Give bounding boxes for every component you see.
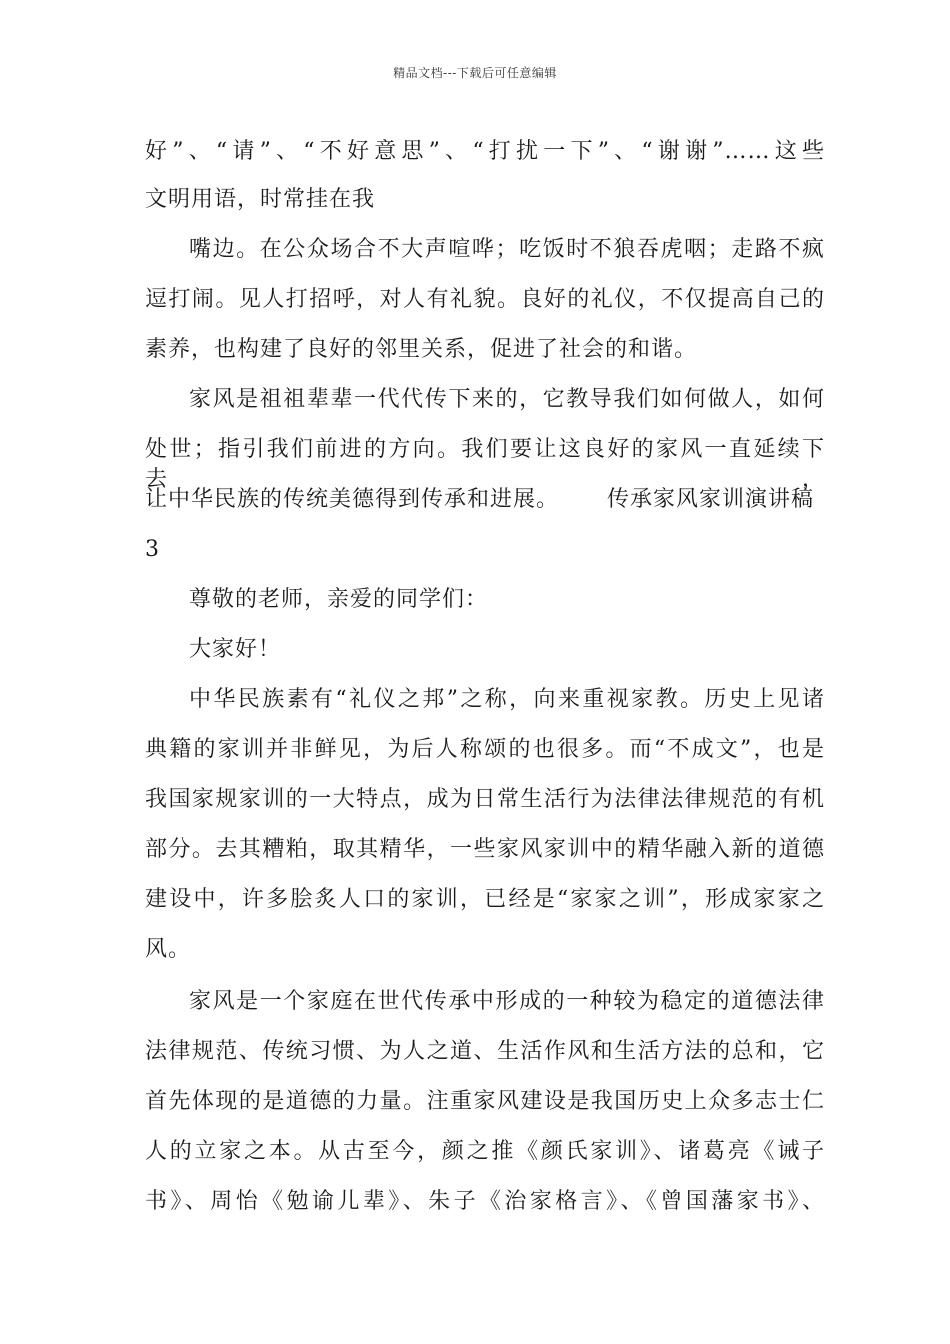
section-number: 3 <box>145 537 160 562</box>
text-line: 逗打闹。见人打招呼，对人有礼貌。良好的礼仪，不仅提高自己的 <box>145 287 825 312</box>
section-title: 传承家风家训演讲稿 <box>607 487 815 512</box>
text-line: 典籍的家训并非鲜见，为后人称颂的也很多。而“不成文”，也是 <box>145 737 825 762</box>
text-line: 部分。去其糟粕，取其精华，一些家风家训中的精华融入新的道德 <box>145 837 825 862</box>
text-line: 建设中，许多脍炙人口的家训，已经是“家家之训”，形成家家之 <box>145 887 825 912</box>
text-line-with-heading <box>145 485 825 515</box>
text-line: 好”、“请”、“不好意思”、“打扰一下”、“谢谢”……这些 <box>145 139 825 164</box>
text-line: 家风是祖祖辈辈一代代传下来的，它教导我们如何做人，如何 <box>189 387 825 412</box>
text-line: 法律规范、传统习惯、为人之道、生活作风和生活方法的总和，它 <box>145 1039 825 1064</box>
text-line: 家风是一个家庭在世代传承中形成的一种较为稳定的道德法律 <box>189 989 825 1014</box>
text-line: 风。 <box>145 937 192 962</box>
text-line: 我国家规家训的一大特点，成为日常生活行为法律法律规范的有机 <box>145 787 825 812</box>
text-line: 人的立家之本。从古至今，颜之推《颜氏家训》、诸葛亮《诫子 <box>145 1139 825 1164</box>
text-line: 素养，也构建了良好的邻里关系，促进了社会的和谐。 <box>145 337 698 362</box>
greeting: 大家好！ <box>189 637 282 662</box>
text-line: 处世；指引我们前进的方向。我们要让这良好的家风一直延续下去， <box>145 437 825 492</box>
text-line: 书》、周怡《勉谕儿辈》、朱子《治家格言》、《曾国藩家书》、 <box>145 1189 825 1214</box>
text-line: 文明用语，时常挂在我 <box>145 187 376 212</box>
text-line: 嘴边。在公众场合不大声喧哗；吃饭时不狼吞虎咽；走路不疯 <box>189 237 825 262</box>
page-header: 精品文档---下载后可任意编辑 <box>393 66 557 80</box>
salutation: 尊敬的老师，亲爱的同学们： <box>189 587 489 612</box>
text-line: 首先体现的是道德的力量。注重家风建设是我国历史上众多志士仁 <box>145 1089 825 1114</box>
text-line: 中华民族素有“礼仪之邦”之称，向来重视家教。历史上见诸 <box>189 687 825 712</box>
text-line: 让中华民族的传统美德得到传承和进展。 <box>145 487 560 512</box>
